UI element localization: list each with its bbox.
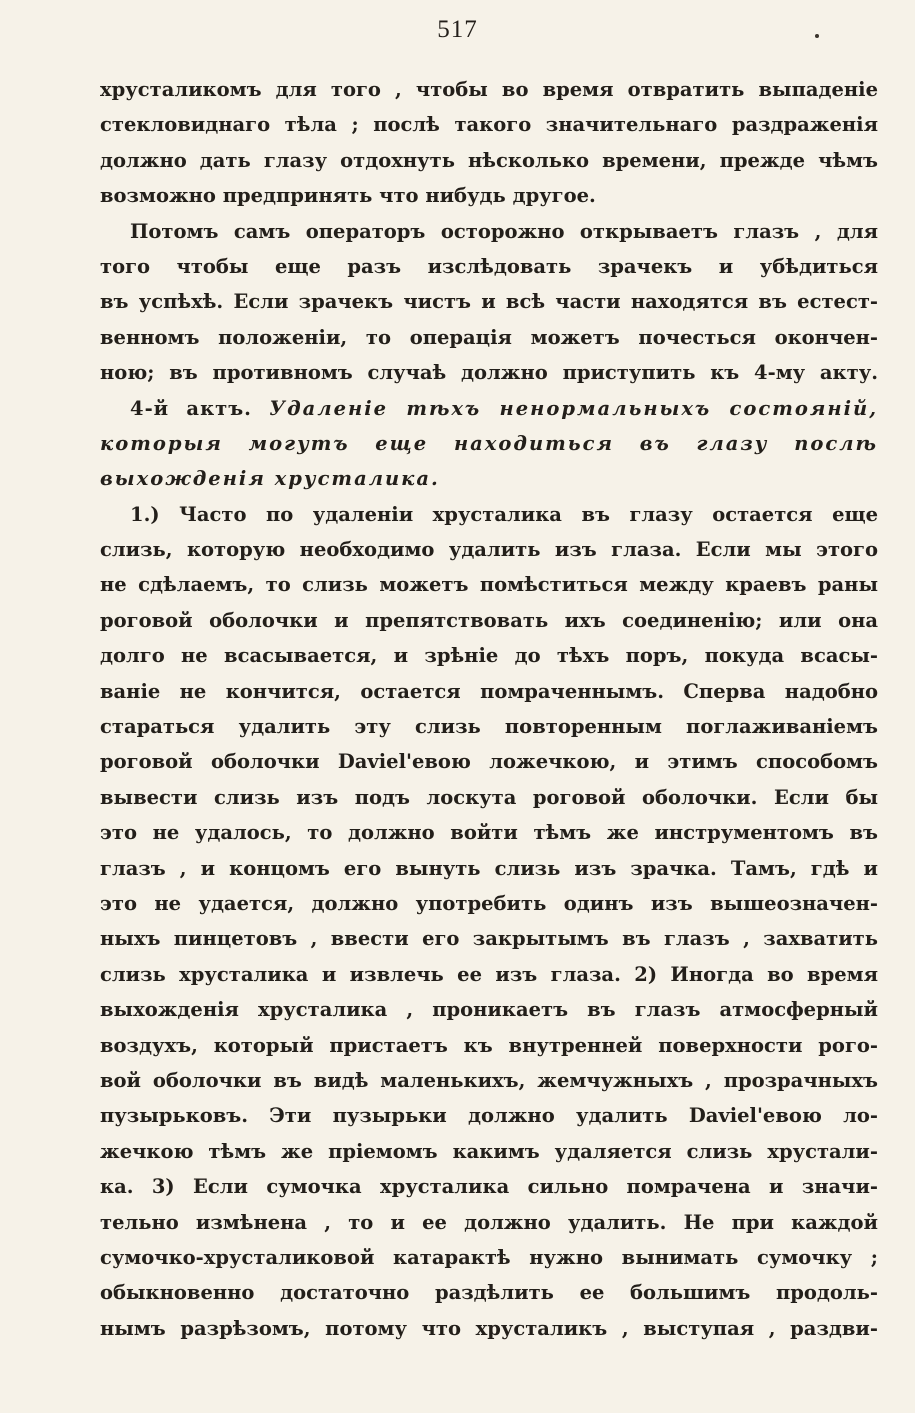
text-line: вой оболочки въ видѣ маленькихъ, жемчужныхъ , прозрачныхъ xyxy=(100,1068,878,1092)
text-line: жечкою тѣмъ же пріемомъ какимъ удаляется слизь хрустали- xyxy=(100,1139,878,1163)
text-line: хрусталикомъ для того , чтобы во время отвратить выпаденіе xyxy=(100,78,878,101)
text-line: Потомъ самъ операторъ осторожно открываетъ глазъ , для xyxy=(130,219,878,243)
text-line: ка. 3) Если сумочка хрусталика сильно помрачена и значи- xyxy=(100,1175,878,1199)
act-title: выхожденія хрусталика. xyxy=(100,467,440,491)
page-number: 517 xyxy=(437,16,478,43)
text-line: пузырьковъ. Эти пузырьки должно удалить Daviel'евою ло- xyxy=(100,1104,878,1128)
text-line: должно дать глазу отдохнуть нѣсколько времени, прежде чѣмъ xyxy=(100,148,878,172)
text-line: 1.) Часто по удаленіи хрусталика въ глазу остается еще xyxy=(130,502,878,526)
text-line: долго не всасывается, и зрѣніе до тѣхъ поръ, покуда всасы- xyxy=(100,644,878,668)
act-title: которыя могутъ еще находиться въ глазу послѣ xyxy=(100,431,878,455)
text-line: ваніе не кончится, остается помраченнымъ. Сперва надобно xyxy=(100,679,878,703)
text-line: ныхъ пинцетовъ , ввести его закрытымъ въ глазъ , захватить xyxy=(100,927,878,951)
act-heading-line xyxy=(100,391,878,426)
text-line: обыкновенно достаточно раздѣлить ее большимъ продоль- xyxy=(100,1281,878,1305)
text-line: это не удается, должно употребить одинъ изъ вышеозначен- xyxy=(100,891,878,915)
act-title: Удаленіе тѣхъ ненормальныхъ состояній, xyxy=(269,396,878,420)
text-line: вывести слизь изъ подъ лоскута роговой оболочки. Если бы xyxy=(100,785,878,809)
text-line: глазъ , и концомъ его вынуть слизь изъ зрачка. Тамъ, гдѣ и xyxy=(100,856,878,880)
text-line: воздухъ, который пристаетъ къ внутренней поверхности рого- xyxy=(100,1033,878,1057)
act-heading-line xyxy=(100,461,878,496)
text-line: нымъ разрѣзомъ, потому что хрусталикъ , выступая , раздви- xyxy=(100,1316,878,1340)
text-line: не сдѣлаемъ, то слизь можетъ помѣститься между краевъ раны xyxy=(100,573,878,597)
text-line: слизь, которую необходимо удалить изъ глаза. Если мы этого xyxy=(100,538,878,562)
text-line: стараться удалить эту слизь повторенным поглаживаніемъ xyxy=(100,715,878,739)
text-line: слизь хрусталика и извлечь ее изъ глаза. 2) Иногда во время xyxy=(100,962,878,986)
text-line: венномъ положеніи, то операція можетъ почесться окончен- xyxy=(100,325,878,349)
text-line: стекловиднаго тѣла ; послѣ такого значительнаго раздраженія xyxy=(100,113,878,137)
print-speck xyxy=(815,34,819,38)
body-text xyxy=(100,72,878,1346)
text-line: ною; въ противномъ случаѣ должно приступить къ 4-му акту. xyxy=(100,361,878,385)
text-line: это не удалось, то должно войти тѣмъ же инструментомъ въ xyxy=(100,821,878,845)
text-line: сумочко-хрусталиковой катарактѣ нужно вынимать сумочку ; xyxy=(100,1245,878,1269)
text-line: въ успѣхѣ. Если зрачекъ чистъ и всѣ части находятся въ естест- xyxy=(100,290,878,314)
text-line: тельно измѣнена , то и ее должно удалить. Не при каждой xyxy=(100,1210,878,1234)
act-heading-line xyxy=(100,426,878,461)
text-line: возможно предпринять что нибудь другое. xyxy=(100,184,596,208)
text-line: того чтобы еще разъ изслѣдовать зрачекъ и убѣдиться xyxy=(100,254,878,278)
act-label: 4-й актъ. xyxy=(130,396,252,420)
text-line: выхожденія хрусталика , проникаетъ въ глазъ атмосферный xyxy=(100,998,878,1022)
text-line: роговой оболочки Daviel'евою ложечкою, и этимъ способомъ xyxy=(100,750,878,774)
text-line: роговой оболочки и препятствовать ихъ соединенію; или она xyxy=(100,608,878,632)
